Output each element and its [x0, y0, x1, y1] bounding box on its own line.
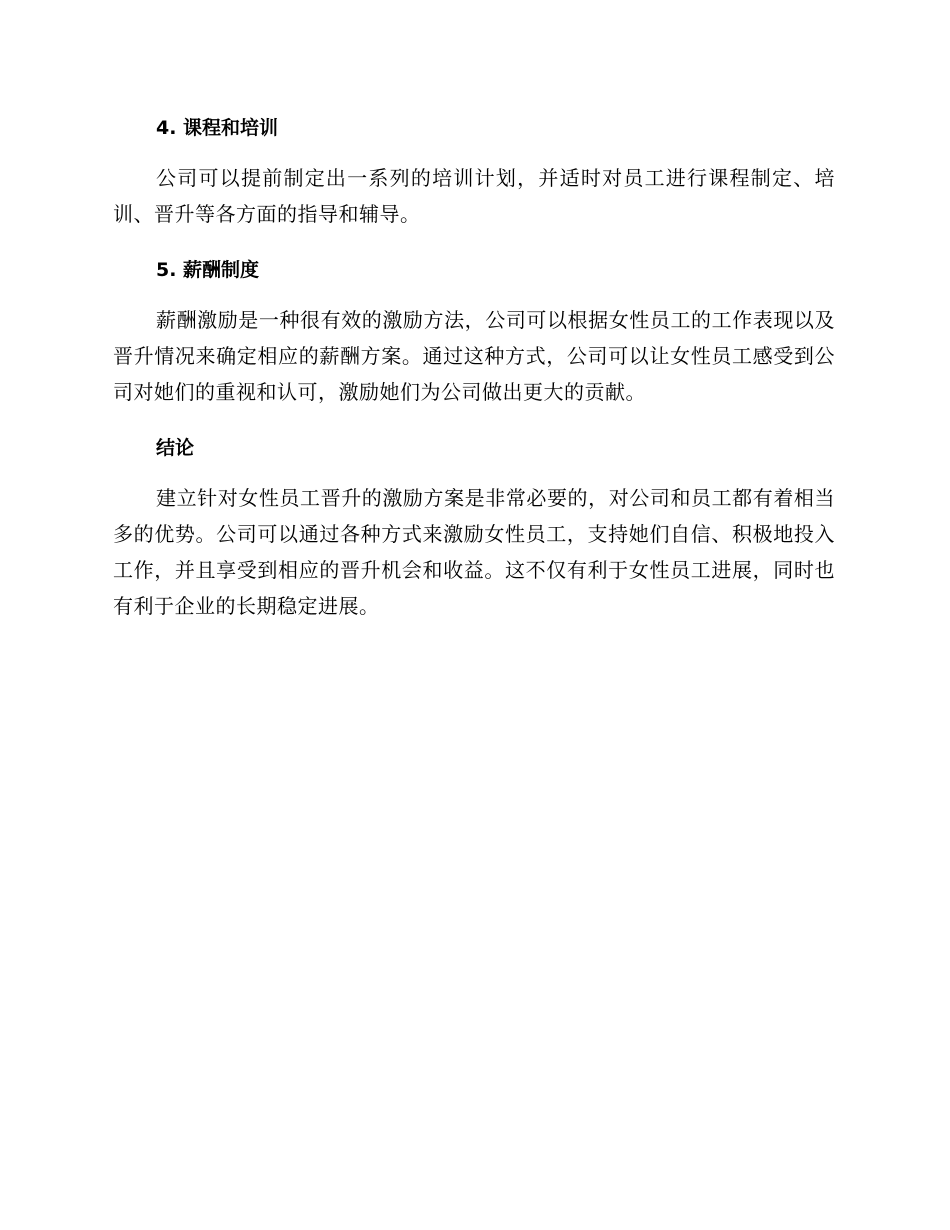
section-paragraph: 薪酬激励是一种很有效的激励方法，公司可以根据女性员工的工作表现以及晋升情况来确定相应的薪酬方案。通过这种方式，公司可以让女性员工感受到公司对她们的重视和认可，激励她们为公司做出更大的贡献。: [113, 308, 835, 404]
section-paragraph: 公司可以提前制定出一系列的培训计划，并适时对员工进行课程制定、培训、晋升等各方面的指导和辅导。: [113, 166, 835, 226]
section-heading: 结论: [156, 437, 195, 459]
document-body: [113, 110, 835, 624]
section-heading: 4. 课程和培训: [156, 117, 279, 139]
section-heading: 5. 薪酬制度: [156, 259, 260, 281]
section-conclusion: [113, 430, 835, 624]
section-salary-system: [113, 252, 835, 430]
section-courses-training: [113, 110, 835, 252]
section-paragraph: 建立针对女性员工晋升的激励方案是非常必要的，对公司和员工都有着相当多的优势。公司可以通过各种方式来激励女性员工，支持她们自信、积极地投入工作，并且享受到相应的晋升机会和收益。这不仅有利于女性员工进展，同时也有利于企业的长期稳定进展。: [113, 486, 835, 618]
